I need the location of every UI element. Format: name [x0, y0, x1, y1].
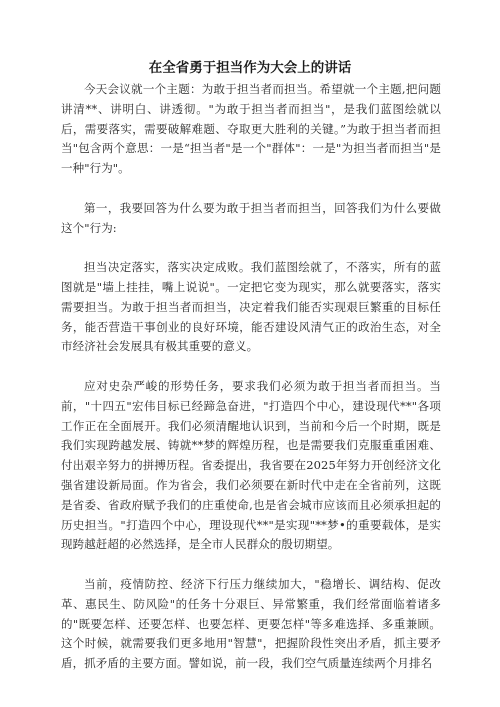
- paragraph-intro: 今天会议就一个主题：为敢于担当者而担当。希望就一个主题,把问题讲清**、讲明白、讲透彻。"为敢于担当者而担当"，是我们蓝图绘就以后，需要落实，需要破解难题、夺取更大胜利的关键。”为敢于担当者而担当"包含两个意思：一是“担当者"是一个"群体"：一是"为担当者而担当"是一种"行为"。: [61, 82, 441, 176]
- paragraph-responsibility: 担当决定落实，落实决定成败。我们蓝图绘就了，不落实，所有的蓝图就是"墙上挂挂，嘴上说说"。一定把它变为现实，那么就要落实，落实需要担当。为敢于担当者而担当，决定着我们能否实现艰巨繁重的目标任务，能否营造干事创业的良好环境，能否建设风清气正的政治生态，对全市经济社会发展具有极其重要的意义。: [61, 260, 441, 354]
- paragraph-current-tasks: 当前，疫情防控、经济下行压力继续加大，"稳增长、调结构、促改革、惠民生、防风险"的任务十分艰巨、异常繁重，我们经常面临着诸多的"既要怎样、还要怎样、也要怎样、更要怎样"等多难选择、多重兼顾。这个时候，就需要我们更多地用"智慧"，把握阶段性突出矛盾，抓主要矛盾，抓矛盾的主要方面。譬如说，前一段，我们空气质量连续两个月排名: [61, 576, 441, 671]
- document-title: 在全省勇于担当作为大会上的讲话: [148, 60, 352, 76]
- paragraph-first-point: 第一，我要回答为什么要为敢于担当者而担当，回答我们为什么要做这个"行为:: [61, 200, 441, 235]
- document-body: [61, 80, 441, 674]
- paragraph-situation: 应对史杂严峻的形势任务，要求我们必须为敢于担当者而担当。当前，"十四五"宏伟目标已经蹄急奋进，"打造四个中心，建设现代**"各项工作正在全面展开。我们必须清醒地认识到，当前和今后一个时期，既是我们实现跨越发展、铸就**梦的辉煌历程，也是需要我们克服重重困难、付出艰辛努力的拼搏历程。省委提出，我省要在2025年努力开创经济文化强省建设新局面。作为省会，我们必须要在新时代中走在全省前列，这既是省委、省政府赋予我们的庄重使命,也是省会城市应该而且必须承担起的历史担当。"打造四个中心，理设现代**"是实现"**梦•的重要载体，是实现跨越赶超的必然选择，是全市人民群众的殷切期望。: [61, 378, 441, 552]
